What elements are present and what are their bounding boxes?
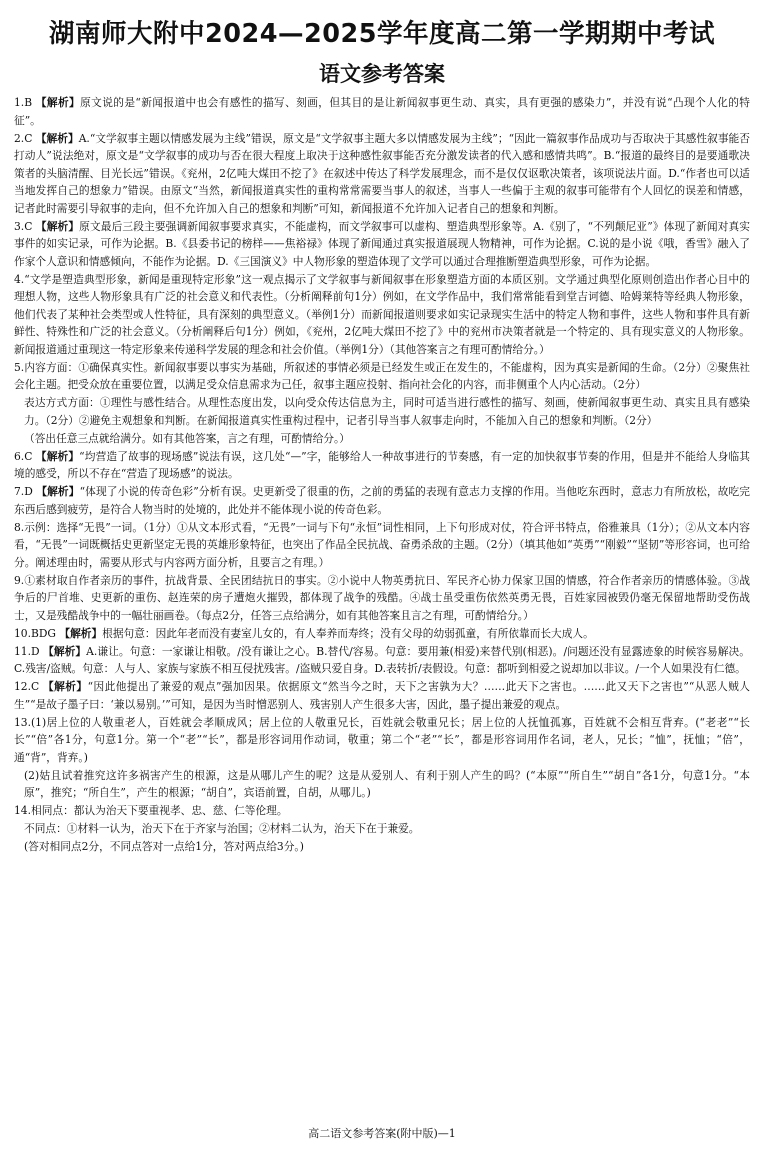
question-number: 3.C	[14, 219, 33, 233]
answer-item-9	[14, 572, 750, 625]
answer-item-13-part-2	[14, 767, 750, 802]
question-number: 1.B	[14, 96, 33, 109]
analysis-tag: 【解析】	[35, 96, 81, 109]
question-number: 8.	[14, 520, 25, 534]
question-number: 2.C	[14, 131, 33, 145]
analysis-tag: 【解析】	[35, 219, 80, 233]
answer-item-12	[14, 678, 750, 713]
answer-text: (2)姑且试着推究这许多祸害产生的根源，这是从哪儿产生的呢？这是从爱别人、有利于别人产生的吗？(“本原”“所自生”“胡自”各1分，句意1分。“本原”，推究；“所自生”，产生的根源；“胡自”，宾语前置，自胡，从哪儿。)	[24, 768, 750, 799]
answer-item-6	[14, 448, 750, 483]
answer-text: 示例：选择“无畏”一词。（1分）①从文本形式看，“无畏”一词与下句“永恒”词性相同，上下句形成对仗，符合评书特点，俗雅兼具（1分）；②从文本内容看，“无畏”一词既概括史更新坚定无畏的英雄形象特征，也突出了作品全民抗战、奋勇杀敌的主题。（2分）（填其他如“英勇”“刚毅”“坚韧”等形容词，也可给分。阐述理由时，需要从形式与内容两方面分析，且要言之有理。）	[14, 520, 750, 569]
page-footer: 高二语文参考答案(附中版)—1	[308, 1127, 456, 1140]
analysis-tag: 【解析】	[43, 644, 87, 658]
question-number: 7.D	[14, 485, 33, 498]
answer-text: “体现了小说的传奇色彩”分析有误。史更新受了很重的伤，之前的勇猛的表现有意志力支撑的作用。当他吃东西时，意志力有所放松，故吃完东西后感到疲劳，是符合人物当时的处境的，此处并不能体现小说的传奇色彩。	[14, 485, 750, 516]
answer-item-14-differences	[14, 820, 750, 838]
answer-item-5-continued	[14, 394, 750, 429]
answer-text: (1)居上位的人敬重老人，百姓就会孝顺成风；居上位的人敬重兄长，百姓就会敬重兄长；居上位的人抚恤孤寡，百姓就不会相互背弃。(“老老”“长长”“倍”各1分，句意1分。第一个“老”“长”，都是形容词用作动词，敬重；第二个“老”“长”，都是形容词用作名词，老人，兄长；“恤”，抚恤；“倍”，通“背”，背弃。)	[14, 715, 750, 764]
answer-item-5	[14, 359, 750, 394]
answer-text: 根据句意：因此年老而没有妻室儿女的，有人奉养而寿终；没有父母的幼弱孤童，有所依靠而长大成人。	[102, 626, 594, 640]
question-number: 4.	[14, 272, 25, 286]
question-number: 5.	[14, 360, 25, 374]
answer-text: 表达方式方面：①理性与感性结合。从理性态度出发，以向受众传达信息为主，同时可适当进行感性的描写、刻画，使新闻叙事更生动、真实且具有感染力。（2分）②避免主观想象和判断。在新闻报道真实性重构过程中，记者引导当事人叙事走向时，不能加入自己的想象和判断。（2分）	[24, 396, 750, 427]
answer-text: “文学是塑造典型形象，新闻是重现特定形象”这一观点揭示了文学叙事与新闻叙事在形象塑造方面的本质区别。文学通过典型化原则创造出作者心目中的理想人物，这些人物形象具有广泛的社会意义和代表性。（分析阐释前句1分）例如，在文学作品中，我们常常能看到堂吉诃德、哈姆莱特等经典人物形象，他们代表了某种社会类型或人性特征，具有深刻的典型意义。（举例1分）而新闻报道则要求如实记录现实生活中的特定人物和事件，这些人物和事件具有新鲜性、特殊性和广泛的社会意义。（分析阐释后句1分）例如，《兖州，2亿吨大煤田不挖了》中的兖州市决策者就是一个特定的、具有现实意义的人物形象。新闻报道通过重现这一特定形象来传递科学发展的理念和社会价值。（举例1分）（其他答案言之有理可酌情给分。）	[14, 272, 750, 356]
analysis-tag: 【解析】	[35, 131, 79, 145]
question-number: 10.BDG	[14, 626, 56, 640]
answer-text: 不同点：①材料一认为，治天下在于齐家与治国；②材料二认为，治天下在于兼爱。	[24, 822, 420, 835]
answer-text: 原文说的是“新闻报道中也会有感性的描写、刻画，但其目的是让新闻叙事更生动、真实，具有更强的感染力”，并没有说“凸现个人化的特征”。	[14, 96, 750, 127]
answer-item-10	[14, 625, 750, 643]
answer-text: (答对相同点2分，不同点答对一点给1分，答对两点给3分。)	[24, 840, 304, 853]
answer-item-1	[14, 94, 750, 129]
question-number: 9.	[14, 573, 25, 587]
answer-item-14	[14, 802, 750, 820]
answer-item-3	[14, 218, 750, 271]
analysis-tag: 【解析】	[36, 485, 80, 498]
answer-list	[14, 94, 750, 856]
question-number: 13.	[14, 715, 31, 729]
answer-text: A.“文学叙事主题以情感发展为主线”错误，原文是“文学叙事主题大多以情感发展为主线”；“因此一篇叙事作品成功与否取决于其感性叙事能否打动人”说法绝对，原文是“文学叙事的成功与否在很大程度上取决于这种感性叙事能否充分激发读者的代入感和感情共鸣”。B.“报道的最终目的是要通歌决策者的头脑清醒、目光长远”错误。《兖州，2亿吨大煤田不挖了》在叙述中传达了科学发展理念，而不是仅仅讴歌决策者，该项说法片面。D.“作者也可以适当地发挥自己的想象力”错误。由原文“当然，新闻报道真实性的重构常常需要当事人的叙述，当事人一些偏于主观的叙事可能带有个人回忆的误差和情感，记者此时需要引导叙事的走向，但不允许加入自己的想象和判断”可知，新闻报道不允许加入记者自己的想象和判断。	[14, 131, 750, 215]
answer-item-11	[14, 643, 750, 678]
page-title: 湖南师大附中2024—2025学年度高二第一学期期中考试	[49, 19, 715, 49]
answer-text: ①素材取自作者亲历的事件，抗战背景、全民团结抗日的事实。②小说中人物英勇抗日、军民齐心协力保家卫国的情感，符合作者亲历的情感体验。③战争后的尸首堆、史更新的重伤、赵连荣的房子遭炮火摧毁，都体现了战争的残酷。④战士虽受重伤依然英勇无畏，百姓家园被毁仍毫无保留地帮助受伤战士，又是残酷战争中的一幅壮丽画卷。（每点2分，任答三点给满分，如有其他答案且言之有理，可酌情给分。）	[14, 573, 750, 622]
analysis-tag: 【解析】	[35, 449, 80, 463]
answer-text: “均营造了故事的现场感”说法有误，这几处“—”字，能够给人一种故事进行的节奏感，有一定的加快叙事节奏的作用，但是并不能给人身临其境的感受，所以不存在“营造了现场感”的说法。	[14, 449, 750, 480]
question-number: 14.	[14, 804, 31, 817]
answer-item-8	[14, 519, 750, 572]
answer-item-2	[14, 130, 750, 218]
answer-item-4	[14, 271, 750, 359]
answer-text: （答出任意三点就给满分。如有其他答案，言之有理，可酌情给分。）	[24, 431, 350, 445]
page-subtitle: 语文参考答案	[319, 62, 445, 86]
analysis-tag: 【解析】	[43, 680, 88, 693]
question-number: 12.C	[14, 680, 40, 693]
answer-item-14-scoring	[14, 838, 750, 856]
answer-item-5-note	[14, 430, 750, 448]
answer-text: 内容方面：①确保真实性。新闻叙事要以事实为基础，所叙述的事情必须是已经发生或正在发生的，不能虚构，因为真实是新闻的生命。（2分）②聚焦社会化主题。把受众放在重要位置，以满足受众信息需求为己任，叙事主题应投射、指向社会化的内容，而非侧重个人内心活动。（2分）	[14, 360, 750, 391]
question-number: 6.C	[14, 449, 33, 463]
answer-text: 相同点：都认为治天下要重视孝、忠、慈、仁等伦理。	[31, 804, 288, 817]
answer-text: A.谦让。句意：一家谦让相敬。/没有谦让之心。B.替代/容易。句意：要用兼(相爱)来替代别(相恶)。/问题还没有显露迹象的时候容易解决。C.残害/盗贼。句意：人与人、家族与家族不相互侵扰残害。/盗贼只爱自身。D.表转折/表假设。句意：都听到相爱之说却加以非议。/一个人如果没有仁德。	[14, 644, 750, 675]
analysis-tag: 【解析】	[59, 626, 103, 640]
question-number: 11.D	[14, 644, 40, 658]
answer-text: “因此他提出了兼爱的观点”强加因果。依据原文“然当今之时，天下之害孰为大？……此天下之害也。……此又天下之害也”“从恶人贼人生”“是故子墨子曰：‘兼以易别。’”可知，是因为当时憎恶别人、残害别人产生很多大害，因此，墨子提出兼爱的观点。	[14, 680, 750, 711]
answer-item-13	[14, 714, 750, 767]
answer-item-7	[14, 483, 750, 518]
answer-text: 原文最后三段主要强调新闻叙事要求真实，不能虚构，而文学叙事可以虚构、塑造典型形象等。A.《别了，“不列颠尼亚”》体现了新闻对真实事件的如实记录，可作为论据。B.《县委书记的榜样——焦裕禄》体现了新闻通过真实报道展现人物精神，可作为论据。C.说的是小说《哦，香雪》融入了作家个人意识和情感倾向，不能作为论据。D.《三国演义》中人物形象的塑造体现了文学可以通过合理推断塑造典型形象，可作为论据。	[14, 219, 750, 268]
